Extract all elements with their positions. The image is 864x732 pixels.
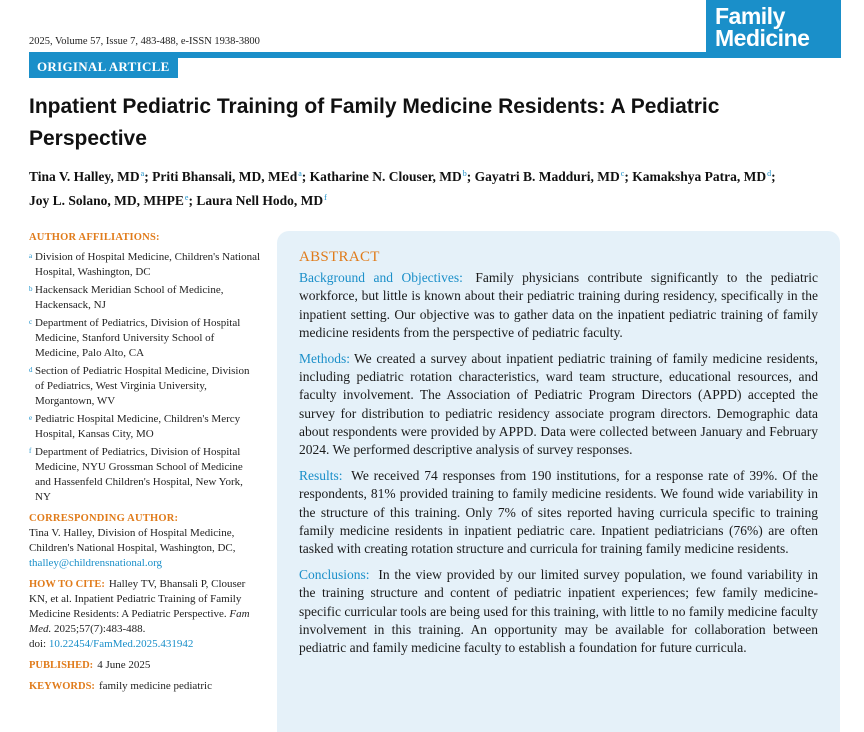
article-title: Inpatient Pediatric Training of Family Medicine Residents: A Pediatric Perspective — [29, 95, 720, 150]
author-affiliation-mark[interactable]: a — [298, 169, 302, 178]
affiliation-item — [29, 250, 261, 280]
article-sidebar — [29, 230, 261, 694]
affiliation-text: Hackensack Meridian School of Medicine, Hackensack, NJ — [35, 284, 224, 311]
affiliation-letter: a — [29, 252, 33, 260]
affiliation-item — [29, 412, 261, 442]
keywords-text: family medicine pediatric — [98, 680, 212, 692]
affiliation-text: Department of Pediatrics, Division of Hospital Medicine, NYU Grossman School of Medicine and Hassenfeld Children's Hospital, New York, NY — [35, 446, 243, 503]
affiliation-text: Pediatric Hospital Medicine, Children's Mercy Hospital, Kansas City, MO — [35, 413, 241, 440]
author-affiliation-mark[interactable]: e — [184, 193, 189, 202]
author-name: Priti Bhansali, MD, MEd — [152, 169, 298, 184]
affiliation-letter: c — [29, 318, 33, 326]
author-separator: ; — [771, 169, 776, 184]
abstract-methods — [299, 350, 818, 459]
abstract-conclusions — [299, 566, 818, 657]
abstract-section-text: In the view provided by our limited survey population, we found variability in the training structure and content of pediatric inpatient experiences; few family medicine-specific curricular tools are being used for this training, with little to no family medicine faculty involvement in this training. An opportunity may be available for collaboration between pediatric and family medicine faculty to establish a foundation for future curricula. — [299, 567, 819, 656]
affiliation-item — [29, 283, 261, 313]
keywords-block — [29, 679, 261, 694]
author-list — [29, 163, 829, 211]
keywords-heading: KEYWORDS: — [29, 681, 95, 692]
author-separator: ; — [624, 169, 633, 184]
published-block — [29, 658, 261, 673]
corresponding-text: Tina V. Halley, Division of Hospital Medicine, Children's National Hospital, Washington, DC, — [29, 527, 236, 554]
doi-label: doi: — [29, 638, 47, 650]
corresponding-author-block — [29, 511, 261, 571]
affiliation-letter: b — [29, 285, 33, 293]
affiliation-text: Division of Hospital Medicine, Children's National Hospital, Washington, DC — [35, 251, 261, 278]
abstract-results — [299, 467, 818, 558]
author-affiliation-mark[interactable]: b — [462, 169, 467, 178]
published-date: 4 June 2025 — [97, 659, 151, 671]
how-to-cite-block — [29, 577, 261, 652]
affiliation-text: Department of Pediatrics, Division of Hospital Medicine, Stanford University School of Medicine, Palo Alto, CA — [35, 317, 241, 359]
author-name: Kamakshya Patra, MD — [632, 169, 767, 184]
published-heading: PUBLISHED: — [29, 660, 94, 671]
abstract-section-label: Methods: — [299, 351, 351, 367]
abstract-section-text: We created a survey about inpatient pediatric training of family medicine residents, including pediatric rotation characteristics, ward team structure, educational resources, and faculty involvement. The Association of Pediatric Program Directors (APPD) accepted the survey for distribution to pediatric residency associate program directors. Demographic data about respondents were provided by APPD. Data were collected between January and February 2024. We performed descriptive analysis of survey responses. — [299, 351, 818, 458]
author-name: Gayatri B. Madduri, MD — [474, 169, 620, 184]
affiliation-letter: e — [29, 414, 33, 422]
abstract-section-label: Results: — [299, 468, 343, 484]
abstract-section-text: We received 74 responses from 190 institutions, for a response rate of 39%. Of the respondents, 81% provided training to family medicine residents. We found wide variability in the structure of this training. Only 7% of sites reported having curricula specific to training family medicine residents in inpatient pediatric care. Inpatient pediatricians (76%) are often tasked with creating rotation structure and curricula for training family medicine residents. — [299, 468, 818, 557]
abstract-section-text: Family physicians contribute significantly to the pediatric workforce, but little is known about their pediatric training during residency, specifically in the inpatient setting. Our objective was to gather data on the inpatient pediatric training of family medicine residents from the perspective of pediatric faculty. — [299, 270, 818, 340]
affiliation-item — [29, 364, 261, 409]
author-affiliation-mark[interactable]: d — [767, 169, 772, 178]
how-to-cite-volume: 2025;57(7):483-488. — [54, 623, 146, 635]
abstract-section-label: Conclusions: — [299, 567, 370, 583]
affiliations-heading: AUTHOR AFFILIATIONS: — [29, 232, 160, 243]
affiliation-letter: d — [29, 366, 33, 374]
author-separator: ; — [188, 193, 197, 208]
how-to-cite-text: Halley TV, Bhansali P, Clouser KN, et al. Inpatient Pediatric Training of Family Medicine Residents: A Pediatric Perspective. — [29, 578, 246, 620]
how-to-cite-journal: Fam Med. — [29, 608, 250, 635]
abstract-heading: ABSTRACT — [299, 249, 380, 265]
author-name: Joy L. Solano, MD, MHPE — [29, 193, 184, 208]
affiliation-item — [29, 445, 261, 505]
article-type-badge: ORIGINAL ARTICLE — [29, 56, 178, 78]
journal-citation: 2025, Volume 57, Issue 7, 483-488, e-ISSN 1938-3800 — [29, 36, 260, 47]
author-name: Laura Nell Hodo, MD — [196, 193, 324, 208]
author-affiliation-mark[interactable]: a — [140, 169, 145, 178]
how-to-cite-heading: HOW TO CITE: — [29, 579, 105, 590]
author-separator: ; — [301, 169, 310, 184]
logo-line-2: Medicine — [715, 25, 810, 51]
author-name: Tina V. Halley, MD — [29, 169, 140, 184]
journal-logo — [706, 0, 841, 55]
doi-link[interactable]: 10.22454/FamMed.2025.431942 — [48, 638, 194, 650]
abstract-box — [277, 231, 840, 732]
logo-line-1: Family — [715, 3, 785, 29]
abstract-section-label: Background and Objectives: — [299, 270, 463, 286]
author-separator: ; — [466, 169, 475, 184]
affiliation-item — [29, 316, 261, 361]
affiliation-text: Section of Pediatric Hospital Medicine, Division of Pediatrics, West Virginia University, Morgantown, WV — [35, 365, 250, 407]
affiliation-letter: f — [29, 447, 32, 455]
abstract-background — [299, 269, 818, 342]
corresponding-heading: CORRESPONDING AUTHOR: — [29, 513, 179, 524]
author-name: Katharine N. Clouser, MD — [309, 169, 462, 184]
author-affiliation-mark[interactable]: c — [620, 169, 625, 178]
corresponding-email-link[interactable]: thalley@childrensnational.org — [29, 557, 163, 569]
author-affiliation-mark[interactable]: f — [324, 193, 327, 202]
author-separator: ; — [144, 169, 153, 184]
affiliations-list — [29, 250, 261, 505]
